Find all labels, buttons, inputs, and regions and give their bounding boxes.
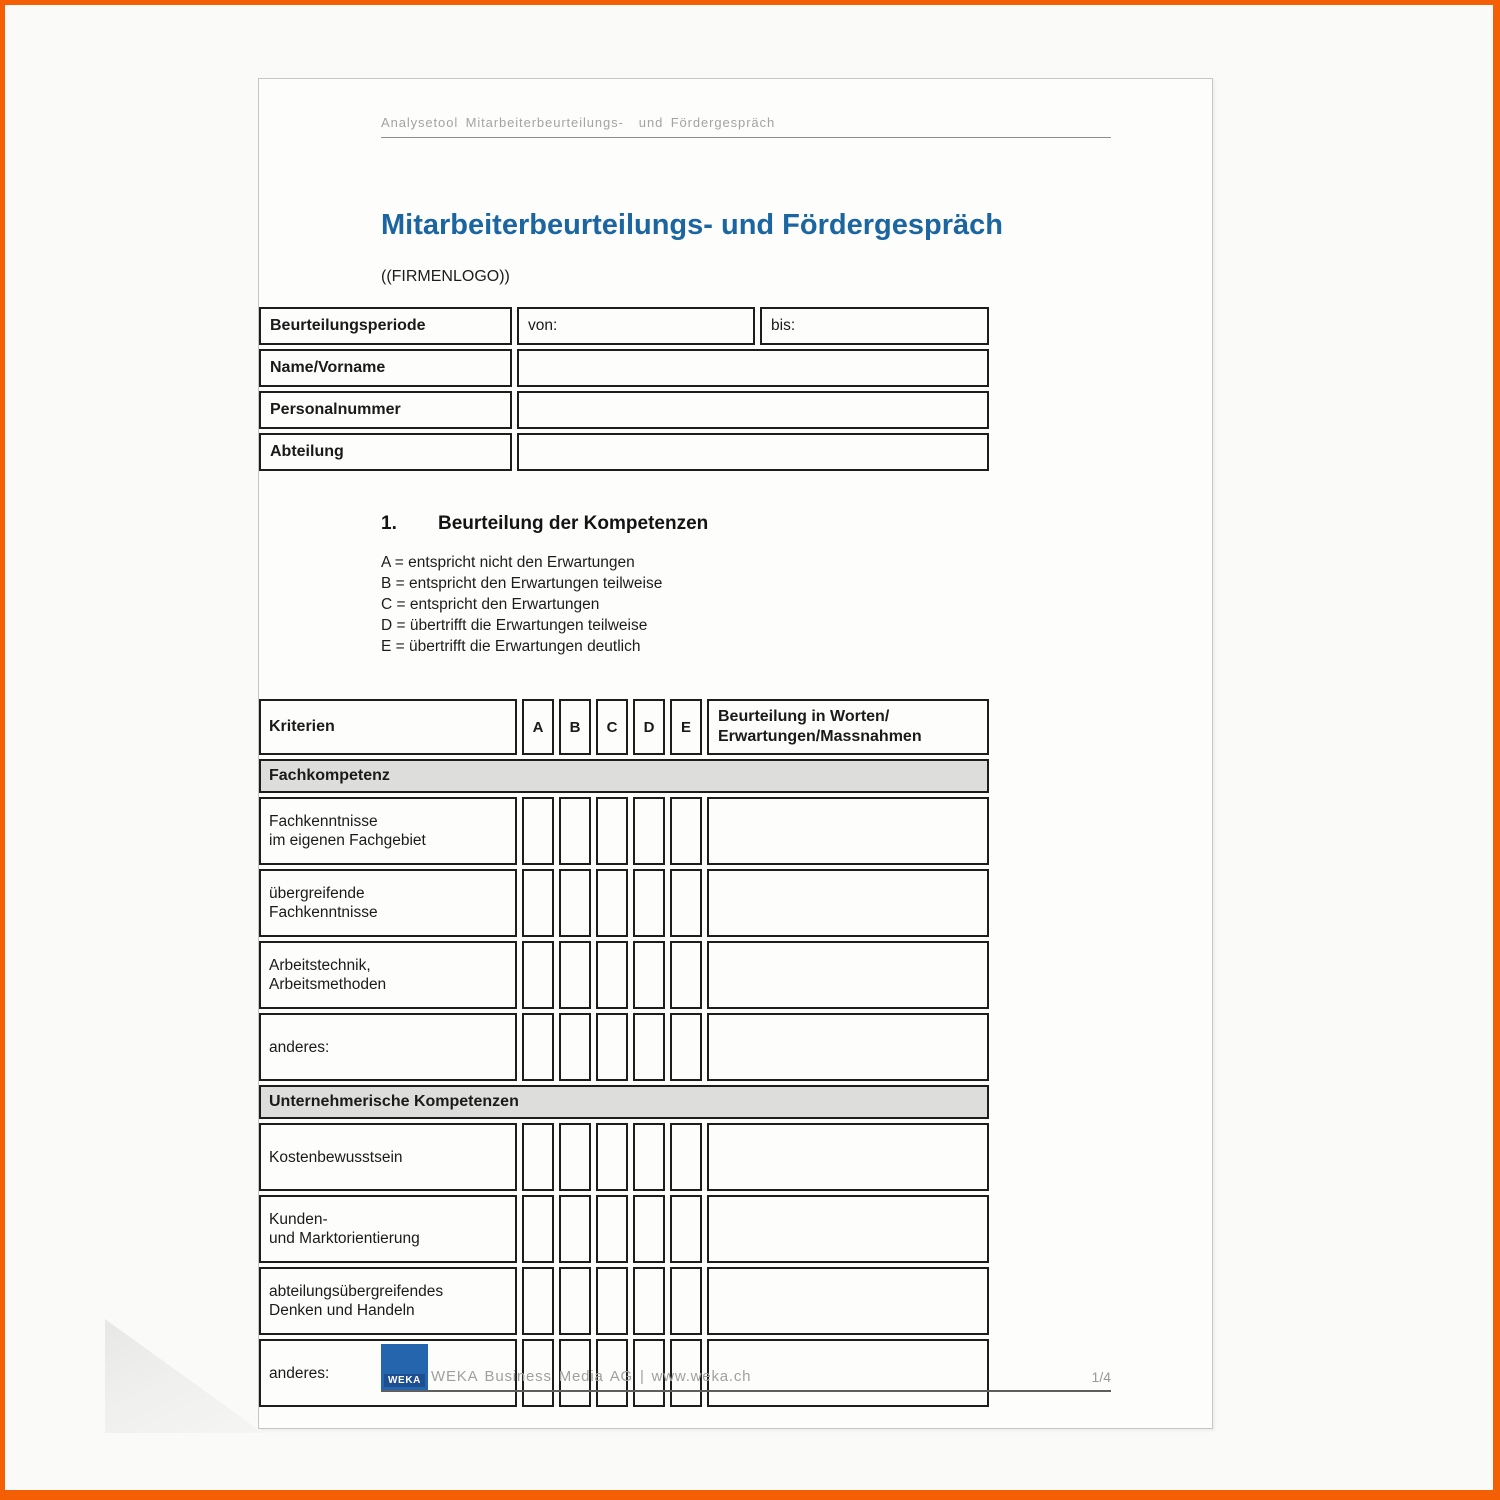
info-value-cell [517, 433, 989, 471]
criteria-row [259, 1267, 989, 1335]
company-logo-placeholder: ((FIRMENLOGO)) [381, 268, 510, 285]
criteria-row [259, 797, 989, 865]
info-row-beurteilungsperiode [259, 307, 989, 345]
grade-header-e: E [670, 699, 702, 755]
group-title: Unternehmerische Kompetenzen [259, 1085, 989, 1119]
rating-cell-d [633, 1195, 665, 1263]
grade-header-d: D [633, 699, 665, 755]
criteria-rating-table [254, 695, 994, 1411]
rating-cell-c [596, 1195, 628, 1263]
assessment-cell [707, 941, 989, 1009]
rating-cell-c [596, 941, 628, 1009]
rating-cell-d [633, 797, 665, 865]
rating-cell-d [633, 1123, 665, 1191]
rating-cell-e [670, 1123, 702, 1191]
rating-cell-c [596, 1013, 628, 1081]
legend-line-b: B = entspricht den Erwartungen teilweise [381, 575, 663, 592]
info-label: Abteilung [259, 433, 512, 471]
criteria-row [259, 941, 989, 1009]
rating-cell-e [670, 1267, 702, 1335]
rating-cell-a [522, 1013, 554, 1081]
criteria-header-cell: Kriterien [259, 699, 517, 755]
criteria-label: anderes: [259, 1339, 517, 1407]
assessment-header-cell: Beurteilung in Worten/ Erwartungen/Massnahmen [707, 699, 989, 755]
info-label: Beurteilungsperiode [259, 307, 512, 345]
assessment-cell [707, 1195, 989, 1263]
rating-cell-b [559, 941, 591, 1009]
info-label: Personalnummer [259, 391, 512, 429]
grade-header-b: B [559, 699, 591, 755]
rating-cell-b [559, 1195, 591, 1263]
group-header-unternehmerische-kompetenzen [259, 1085, 989, 1119]
legend-line-a: A = entspricht nicht den Erwartungen [381, 554, 635, 571]
rating-cell-d [633, 941, 665, 1009]
info-value-cell [517, 349, 989, 387]
legend-line-e: E = übertrifft die Erwartungen deutlich [381, 638, 641, 655]
legend-line-d: D = übertrifft die Erwartungen teilweise [381, 617, 648, 634]
info-field-bis: bis: [760, 307, 989, 345]
criteria-label: Arbeitstechnik, Arbeitsmethoden [259, 941, 517, 1009]
weka-logo [381, 1344, 428, 1391]
criteria-row [259, 1195, 989, 1263]
info-value-cell [517, 391, 989, 429]
rating-cell-e [670, 1195, 702, 1263]
criteria-label: übergreifende Fachkenntnisse [259, 869, 517, 937]
assessment-cell [707, 1123, 989, 1191]
criteria-row [259, 869, 989, 937]
rating-cell-e [670, 797, 702, 865]
rating-cell-b [559, 1267, 591, 1335]
footer-rule [381, 1390, 1111, 1392]
rating-cell-c [596, 797, 628, 865]
rating-cell-a [522, 1123, 554, 1191]
criteria-table-header [259, 699, 989, 755]
criteria-label: Kunden- und Marktorientierung [259, 1195, 517, 1263]
assessment-cell [707, 1013, 989, 1081]
group-header-fachkompetenz [259, 759, 989, 793]
rating-cell-a [522, 797, 554, 865]
info-row-abteilung [259, 433, 989, 471]
info-label: Name/Vorname [259, 349, 512, 387]
assessment-cell [707, 869, 989, 937]
criteria-label: anderes: [259, 1013, 517, 1081]
assessment-cell [707, 1267, 989, 1335]
section-heading [381, 513, 1111, 535]
rating-cell-b [559, 1123, 591, 1191]
info-row-personalnummer [259, 391, 989, 429]
document-page [258, 78, 1213, 1429]
group-title: Fachkompetenz [259, 759, 989, 793]
rating-legend [381, 552, 1111, 657]
criteria-label: Kostenbewusstsein [259, 1123, 517, 1191]
criteria-label: Fachkenntnisse im eigenen Fachgebiet [259, 797, 517, 865]
rating-cell-c [596, 1123, 628, 1191]
rating-cell-c [596, 869, 628, 937]
rating-cell-c [596, 1267, 628, 1335]
rating-cell-e [670, 869, 702, 937]
rating-cell-d [633, 1013, 665, 1081]
running-header [381, 115, 1111, 138]
weka-logo-text: WEKA [384, 1374, 425, 1387]
page-number: 1/4 [1091, 1369, 1111, 1385]
running-header-text: Analysetool Mitarbeiterbeurteilungs- und Fördergespräch [381, 115, 776, 130]
rating-cell-e [670, 1013, 702, 1081]
rating-cell-d [633, 1267, 665, 1335]
employee-info-table [254, 303, 994, 475]
rating-cell-b [559, 869, 591, 937]
page-stack-shadow [105, 1319, 263, 1433]
rating-cell-d [633, 869, 665, 937]
info-row-name-vorname [259, 349, 989, 387]
grade-header-a: A [522, 699, 554, 755]
grade-header-c: C [596, 699, 628, 755]
criteria-label: abteilungsübergreifendes Denken und Handeln [259, 1267, 517, 1335]
criteria-row [259, 1013, 989, 1081]
rating-cell-a [522, 1195, 554, 1263]
criteria-row [259, 1123, 989, 1191]
rating-cell-b [559, 797, 591, 865]
assessment-cell [707, 797, 989, 865]
rating-cell-b [559, 1013, 591, 1081]
section-heading-text: Beurteilung der Kompetenzen [438, 513, 709, 534]
rating-cell-a [522, 1267, 554, 1335]
page-footer [381, 1344, 1111, 1391]
rating-cell-a [522, 869, 554, 937]
info-field-von: von: [517, 307, 755, 345]
legend-line-c: C = entspricht den Erwartungen [381, 596, 600, 613]
rating-cell-e [670, 941, 702, 1009]
section-number: 1. [381, 513, 397, 534]
page-title: Mitarbeiterbeurteilungs- und Fördergespräch [381, 209, 1003, 241]
footer-publisher-text: WEKA Business Media AG | www.weka.ch [431, 1368, 752, 1385]
rating-cell-a [522, 941, 554, 1009]
